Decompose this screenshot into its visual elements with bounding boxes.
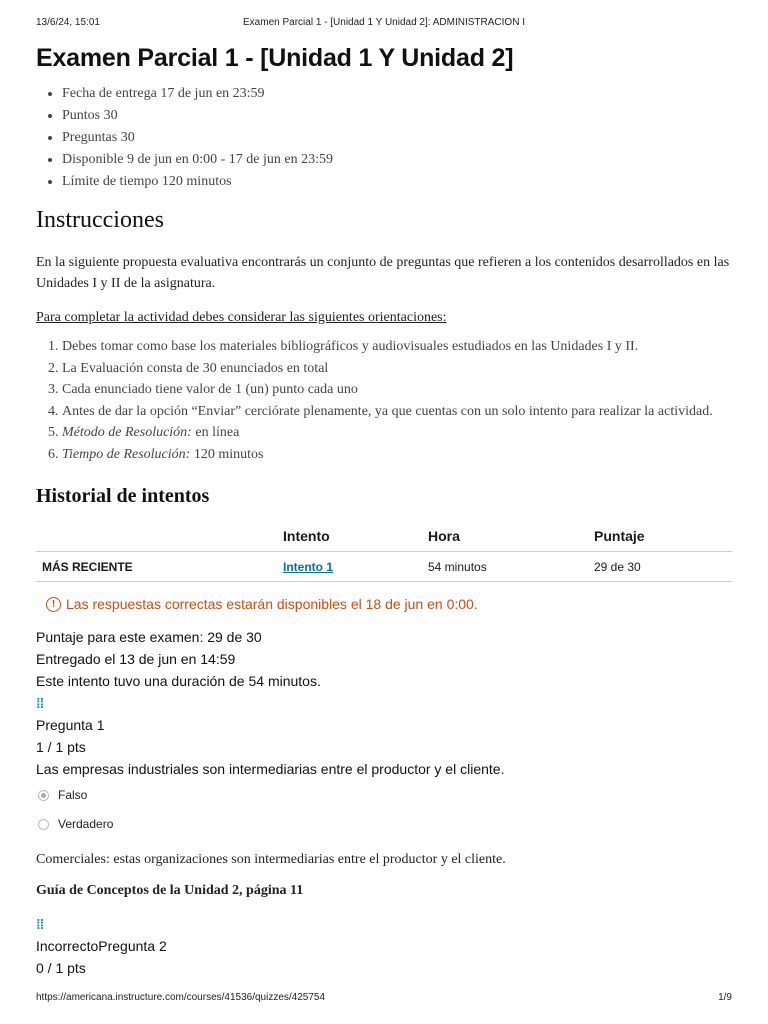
answer-option-verdadero[interactable] [36, 815, 732, 833]
quiz-details [36, 83, 732, 193]
print-page-number: 1/9 [718, 992, 732, 1003]
attempt-link[interactable]: Intento 1 [283, 560, 333, 574]
attempt-label: MÁS RECIENTE [36, 552, 277, 582]
quiz-title: Examen Parcial 1 - [Unidad 1 Y Unidad 2] [36, 44, 514, 72]
detail-due: • Fecha de entrega 17 de jun en 23:59 [62, 83, 732, 105]
table-row [36, 552, 732, 582]
question-title: Pregunta 1 [36, 717, 105, 733]
step-method-label: Método de Resolución: [62, 425, 192, 440]
drag-handle-icon: ⁞⁞ [36, 695, 44, 711]
answer-option-falso[interactable] [36, 786, 732, 804]
instructions-steps [36, 336, 732, 465]
question-points: 0 / 1 pts [36, 960, 86, 976]
step-item [62, 444, 732, 466]
attempt-history-table [36, 522, 732, 582]
step-item: 3. Cada enunciado tiene valor de 1 (un) punto cada uno [62, 379, 732, 401]
column-header-time: Hora [422, 522, 588, 552]
detail-points: • Puntos 30 [62, 105, 732, 127]
column-header-score: Puntaje [588, 522, 732, 552]
table-header-row [36, 522, 732, 552]
step-time-value: 120 minutos [190, 446, 264, 462]
question-feedback: Comerciales: estas organizaciones son intermediarias entre el productor y el cliente. [36, 852, 506, 867]
step-item: 1. Debes tomar como base los materiales bibliográficos y audiovisuales estudiados en las Unidades I y II. [62, 336, 732, 358]
column-header [36, 522, 277, 552]
detail-questions: • Preguntas 30 [62, 127, 732, 149]
step-item: 2. La Evaluación consta de 30 enunciados en total [62, 358, 732, 380]
attempt-score: 29 de 30 [588, 552, 732, 582]
answers-notice-text: Las respuestas correctas estarán disponibles el 18 de jun en 0:00. [66, 596, 478, 612]
attempt-summary [36, 626, 732, 692]
radio-selected[interactable] [38, 790, 49, 801]
answers-notice [46, 596, 732, 612]
question-text: Las empresas industriales son intermediarias entre el productor y el cliente. [36, 761, 505, 777]
step-time-label: Tiempo de Resolución: [62, 446, 191, 462]
radio-unselected[interactable] [38, 819, 49, 830]
attempt-cell [277, 552, 422, 582]
step-item: 4. Antes de dar la opción “Enviar” cerciórate plenamente, ya que cuentas con un solo intento para realizar la actividad. [62, 401, 732, 423]
answer-label: Falso [58, 788, 88, 802]
instructions-intro: En la siguiente propuesta evaluativa encontrarás un conjunto de preguntas que refieren a los contenidos desarrollados en las Unidades I y II de la asignatura. [36, 255, 730, 291]
step-method-value: en línea [191, 425, 240, 440]
question-2 [36, 913, 732, 979]
summary-submitted: Entregado el 13 de jun en 14:59 [36, 651, 236, 667]
print-url: https://americana.instructure.com/courses/41536/quizzes/425754 [36, 992, 326, 1003]
instructions-orientation: Para completar la actividad debes considerar las siguientes orientaciones: [36, 310, 447, 325]
question-1 [36, 692, 732, 901]
question-points: 1 / 1 pts [36, 739, 86, 755]
detail-available: • Disponible 9 de jun en 0:00 - 17 de jun en 23:59 [62, 149, 732, 171]
warning-circle-icon: ! [46, 597, 61, 612]
quiz-content [36, 44, 732, 979]
print-datetime: 13/6/24, 15:01 [36, 17, 100, 28]
history-heading: Historial de intentos [36, 485, 210, 507]
question-guide-reference: Guía de Conceptos de la Unidad 2, página 11 [36, 883, 304, 898]
instructions-heading: Instrucciones [36, 207, 164, 233]
attempt-time: 54 minutos [422, 552, 588, 582]
summary-duration: Este intento tuvo una duración de 54 minutos. [36, 673, 321, 689]
answer-label: Verdadero [58, 817, 114, 831]
summary-score: Puntaje para este examen: 29 de 30 [36, 629, 262, 645]
detail-time-limit: • Límite de tiempo 120 minutos [62, 171, 732, 193]
step-item [62, 422, 732, 444]
print-doc-title: Examen Parcial 1 - [Unidad 1 Y Unidad 2]: ADMINISTRACION I [243, 17, 525, 28]
column-header-attempt: Intento [277, 522, 422, 552]
drag-handle-icon: ⁞⁞ [36, 916, 44, 932]
question-title: IncorrectoPregunta 2 [36, 938, 167, 954]
